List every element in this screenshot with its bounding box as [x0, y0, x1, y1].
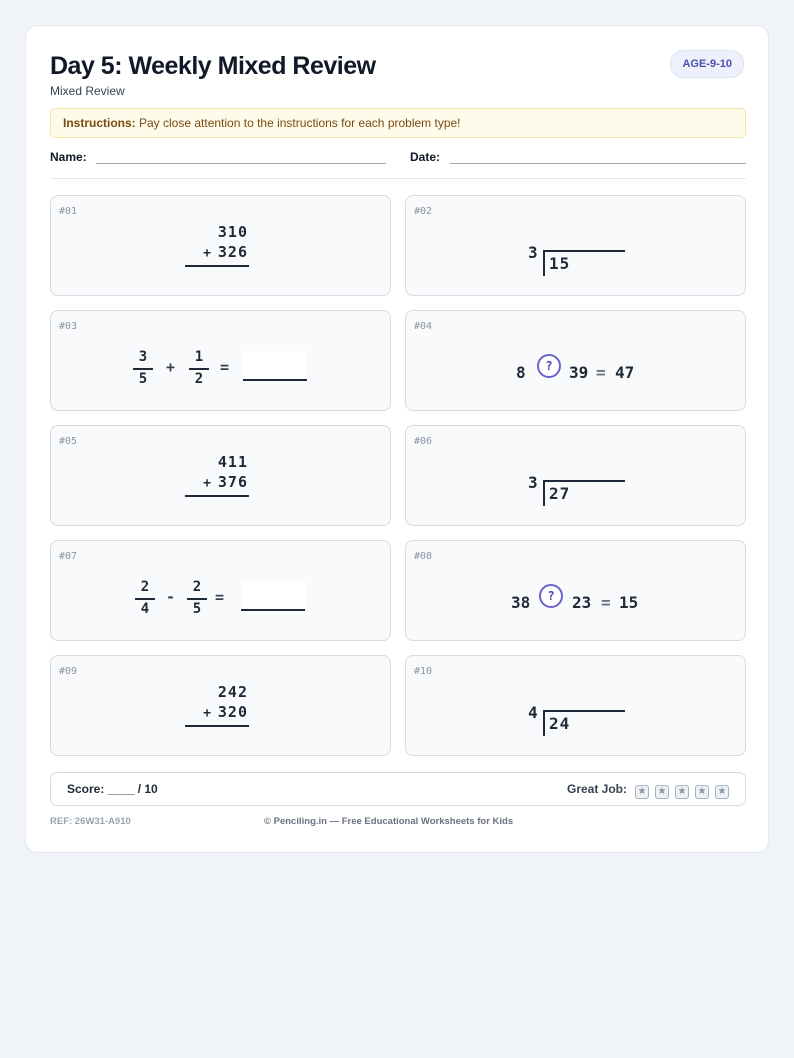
operator-sign: - — [166, 588, 176, 606]
numerator: 2 — [192, 579, 202, 595]
problem-number: #02 — [414, 206, 433, 217]
problem-card — [50, 425, 391, 526]
problem-card — [405, 425, 746, 526]
dividend: 15 — [549, 254, 571, 273]
score-text: Score: ____ / 10 — [67, 782, 158, 796]
dividend: 27 — [549, 484, 571, 503]
problem-number: #06 — [414, 436, 433, 447]
operand-b: 23 — [572, 593, 592, 612]
operator-sign: + — [203, 246, 212, 261]
missing-operator-equation — [406, 541, 745, 640]
operand-b: 39 — [569, 363, 589, 382]
denominator: 5 — [192, 601, 202, 617]
denominator: 2 — [194, 371, 204, 387]
problem-card — [50, 310, 391, 411]
addend-top: 411 — [217, 453, 248, 471]
operand-a: 38 — [511, 593, 531, 612]
copyright-text: © Penciling.in — Free Educational Worksheets for Kids — [264, 816, 514, 827]
problem-number: #05 — [59, 436, 78, 447]
answer-box[interactable] — [243, 351, 307, 381]
problem-number: #04 — [414, 321, 433, 332]
addend-top: 310 — [217, 223, 248, 241]
age-badge: AGE-9-10 — [670, 50, 744, 78]
problem-card — [50, 540, 391, 641]
divisor: 4 — [528, 703, 538, 722]
operand-a: 8 — [516, 363, 526, 382]
missing-operator-equation — [406, 311, 745, 410]
answer-rule — [185, 265, 249, 267]
fraction-bar — [187, 598, 207, 600]
numerator: 1 — [194, 349, 204, 365]
date-label: Date: — [410, 150, 441, 164]
page-subtitle: Mixed Review — [50, 84, 125, 98]
denominator: 4 — [140, 601, 150, 617]
instructions-text: Pay close attention to the instructions for each problem type! — [135, 116, 461, 130]
addend-bottom: 326 — [217, 243, 248, 261]
result: 15 — [619, 593, 639, 612]
score-bar — [50, 772, 746, 806]
fraction-equation — [51, 579, 390, 629]
answer-rule — [185, 495, 249, 497]
dividend: 24 — [549, 714, 571, 733]
divisor: 3 — [528, 473, 538, 492]
star-icon[interactable]: ★ — [715, 785, 729, 799]
worksheet — [25, 25, 769, 853]
addend-bottom-row — [203, 473, 248, 491]
divisor: 3 — [528, 243, 538, 262]
problem-card — [50, 195, 391, 296]
problem-card — [405, 540, 746, 641]
fraction-equation — [51, 349, 390, 399]
addend-bottom: 320 — [217, 703, 248, 721]
missing-operator-input[interactable]: ? — [537, 354, 561, 378]
equals-sign: = — [596, 363, 606, 382]
star-icon[interactable]: ★ — [635, 785, 649, 799]
fraction-bar — [135, 598, 155, 600]
operator-sign: + — [203, 706, 212, 721]
operator-sign: + — [166, 358, 176, 376]
name-field[interactable] — [96, 163, 386, 164]
fraction-bar — [189, 368, 209, 370]
instructions-label: Instructions: — [63, 116, 136, 130]
fraction-bar — [133, 368, 153, 370]
missing-operator-input[interactable]: ? — [539, 584, 563, 608]
page-title: Day 5: Weekly Mixed Review — [50, 52, 376, 80]
problem-number: #09 — [59, 666, 78, 677]
great-job-label: Great Job: — [566, 782, 627, 796]
problem-number: #07 — [59, 551, 78, 562]
numerator: 2 — [140, 579, 150, 595]
problem-card — [405, 655, 746, 756]
operator-sign: + — [203, 476, 212, 491]
name-label: Name: — [50, 150, 87, 164]
star-icon[interactable]: ★ — [675, 785, 689, 799]
result: 47 — [615, 363, 635, 382]
problem-card — [405, 310, 746, 411]
long-division — [406, 426, 745, 525]
equals-sign: = — [220, 358, 230, 376]
instructions-box — [50, 108, 746, 138]
problem-card — [405, 195, 746, 296]
star-icon[interactable]: ★ — [695, 785, 709, 799]
rating-stars — [629, 781, 729, 799]
denominator: 5 — [138, 371, 148, 387]
reference-code: REF: 26W31-A910 — [50, 816, 131, 827]
addend-bottom-row — [203, 703, 248, 721]
equals-sign: = — [215, 588, 225, 606]
problem-number: #01 — [59, 206, 78, 217]
problem-number: #08 — [414, 551, 433, 562]
long-division — [406, 196, 745, 295]
answer-rule — [185, 725, 249, 727]
problem-number: #03 — [59, 321, 78, 332]
addend-bottom: 376 — [217, 473, 248, 491]
star-icon[interactable]: ★ — [655, 785, 669, 799]
header-divider — [50, 178, 746, 179]
date-field[interactable] — [450, 163, 746, 164]
answer-box[interactable] — [241, 581, 305, 611]
addend-top: 242 — [217, 683, 248, 701]
addend-bottom-row — [203, 243, 248, 261]
equals-sign: = — [601, 593, 611, 612]
numerator: 3 — [138, 349, 148, 365]
long-division — [406, 656, 745, 755]
problem-number: #10 — [414, 666, 433, 677]
problem-card — [50, 655, 391, 756]
